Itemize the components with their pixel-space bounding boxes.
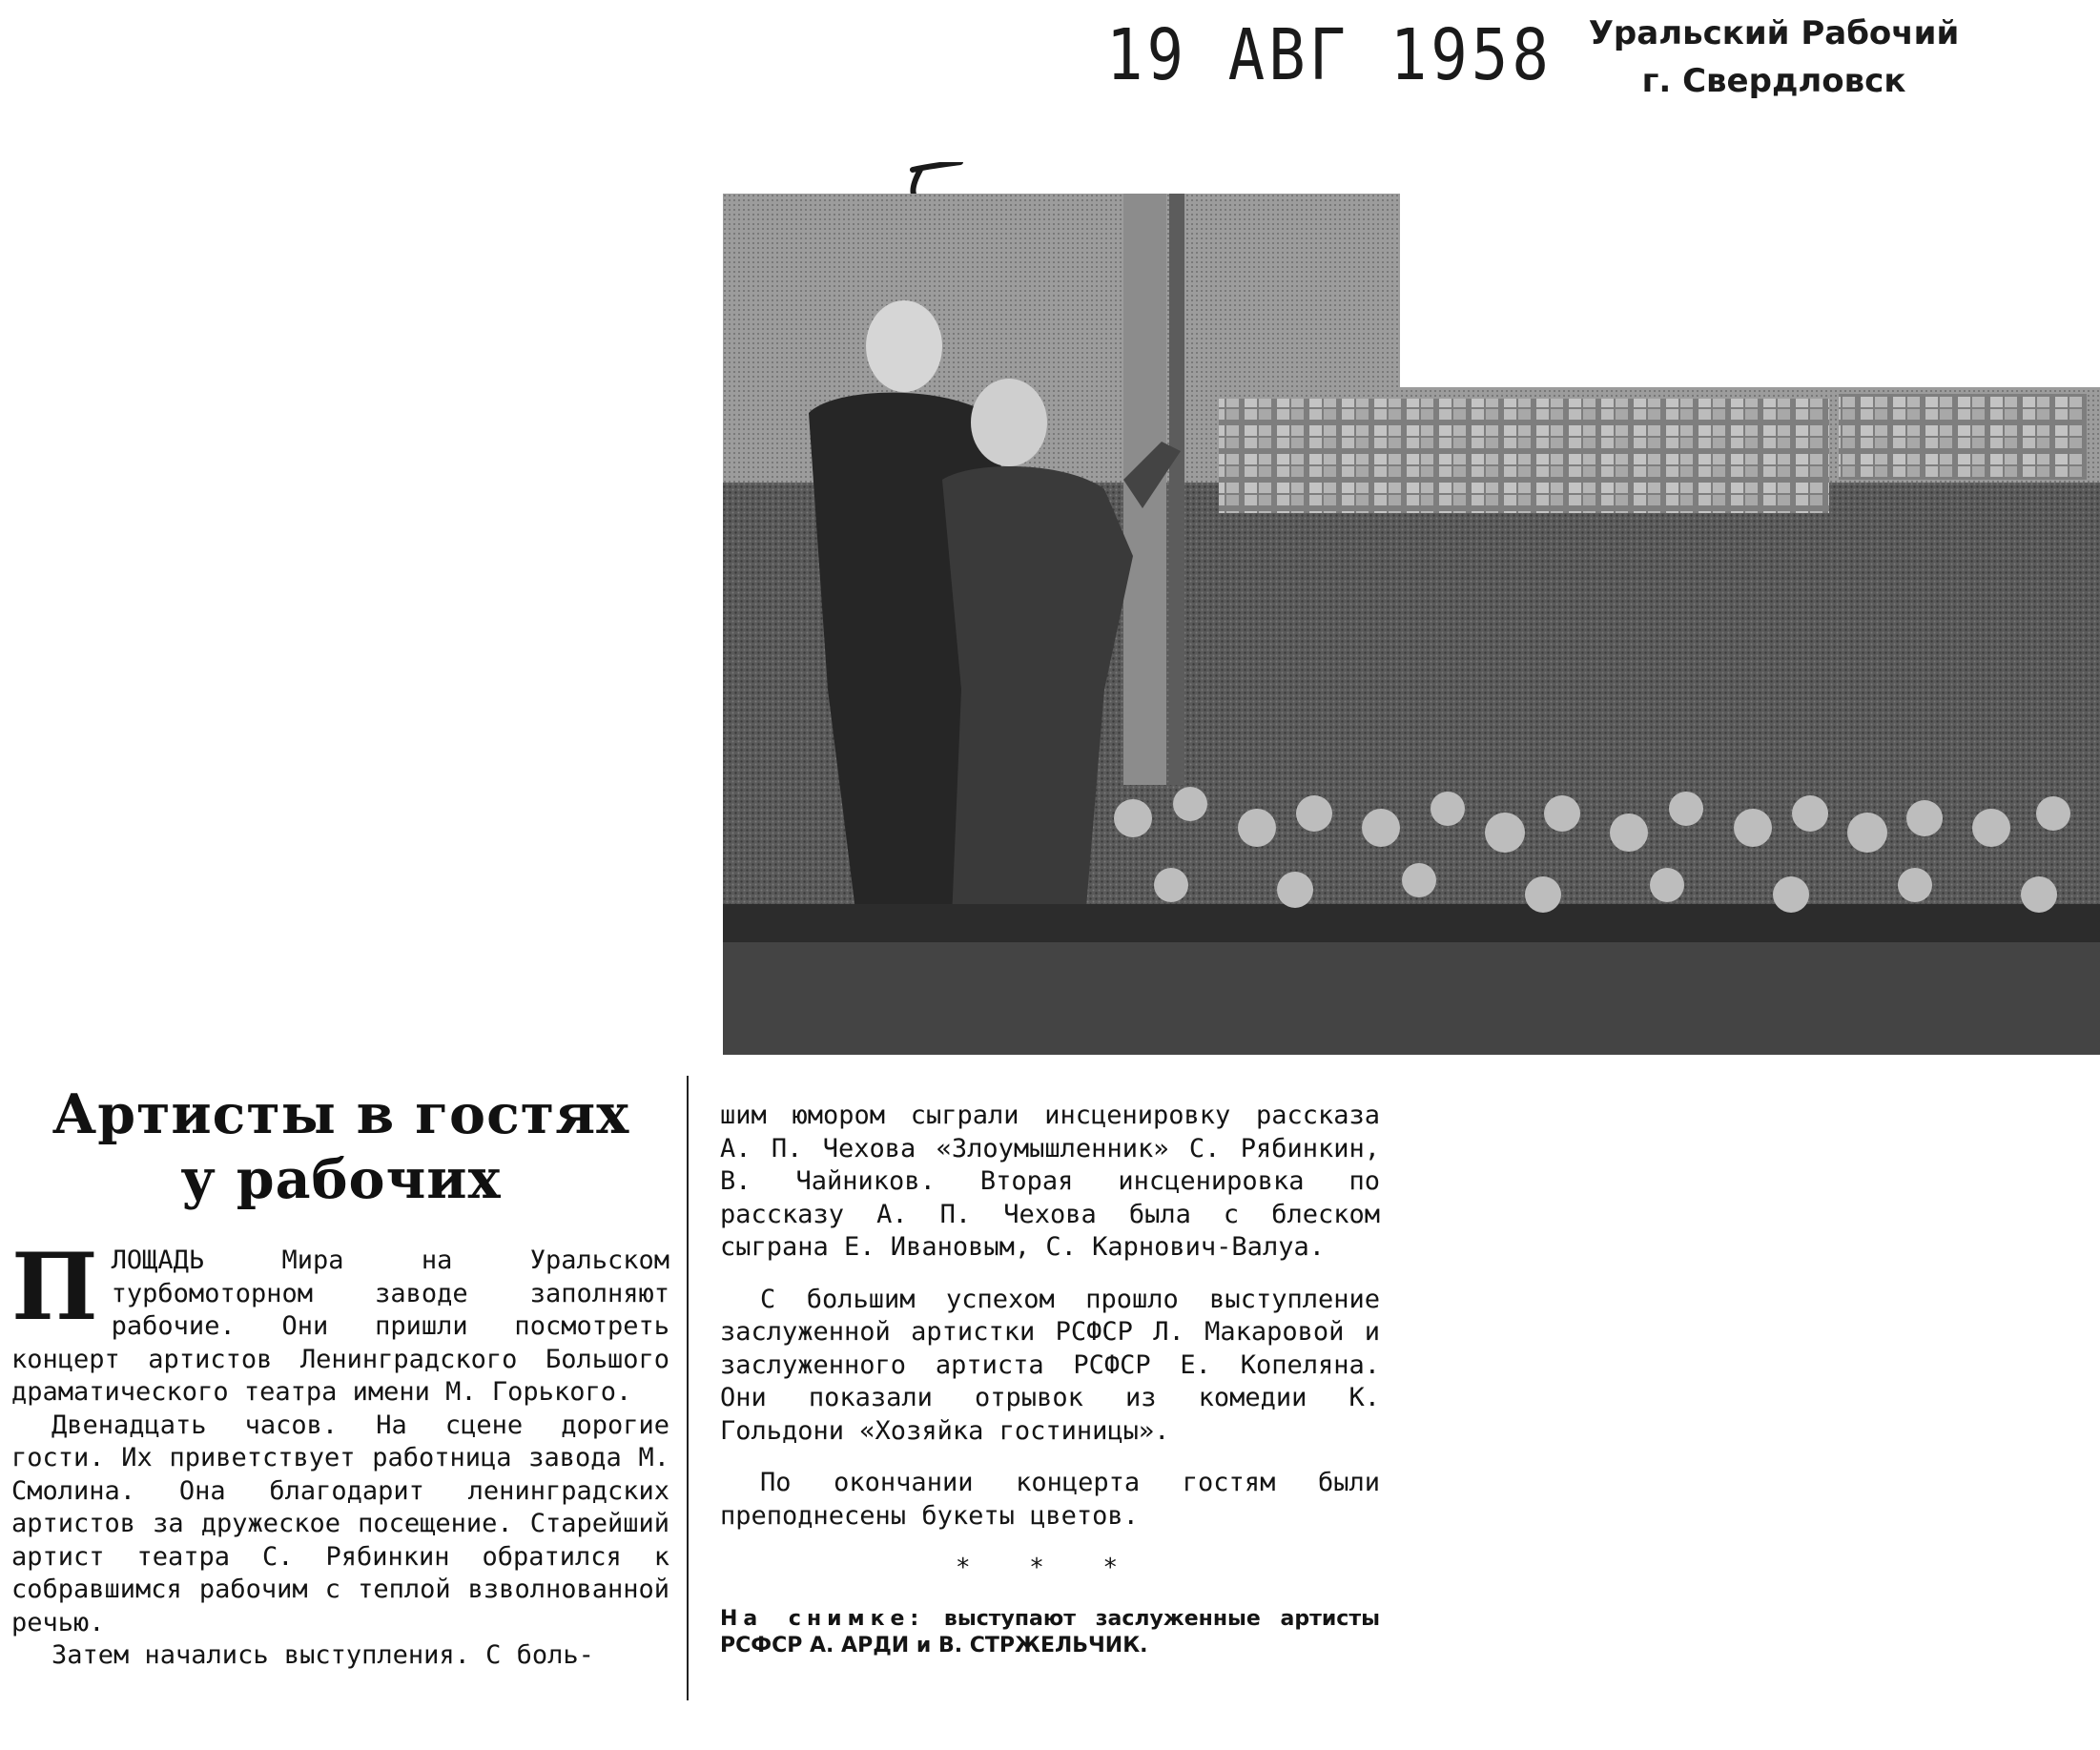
article-paragraph: ПЛОЩАДЬ Мира на Уральском турбомоторном заводе заполняют рабочие. Они пришли посмотреть концерт артистов Ленинградского Большого драматического театра имени М. Горького. — [11, 1233, 669, 1407]
article-paragraph: По окончании концерта гостям были преподнесены букеты цветов. — [720, 1468, 1380, 1531]
newspaper-city: г. Свердловск — [1641, 62, 1906, 100]
article-paragraph: Двенадцать часов. На сцене дорогие гости. Их приветствует работница завода М. Смолина. Она благодарит ленинградских артистов за дружеское посещение. Старейший артист театра С. Рябинкин обратился к собравшимся рабочим с теплой взволнованной речью. — [11, 1410, 669, 1637]
article-column-1 — [11, 1233, 669, 1673]
article-title-line1: Артисты в гостях — [51, 1082, 630, 1146]
photo-caption — [720, 1606, 1380, 1659]
article-title-line2: у рабочих — [180, 1147, 502, 1211]
date-stamp: 19 АВГ 1958 — [1106, 15, 1553, 97]
concert-photo — [723, 194, 2100, 1055]
article-paragraph: шим юмором сыграли инсценировку рассказа А. П. Чехова «Злоумышленник» С. Рябинкин, В. Чайников. Вторая инсценировка по рассказу А. П. Чехова была с блеском сыграна Е. Ивановым, С. Карнович-Валуа. — [720, 1101, 1380, 1262]
article-paragraph: Затем начались выступления. С боль- — [51, 1640, 594, 1670]
article-paragraph: С большим успехом прошло выступление заслуженной артистки РСФСР Л. Макаровой и заслуженного артиста РСФСР Е. Копеляна. Они показали отрывок из комедии К. Гольдони «Хозяйка гостиницы». — [720, 1284, 1380, 1446]
newspaper-name: Уральский Рабочий — [1588, 14, 1960, 52]
caption-text: выступают заслуженные артисты РСФСР А. АРДИ и В. СТРЖЕЛЬЧИК. — [720, 1606, 1380, 1657]
newspaper-stamp — [1564, 10, 1984, 105]
drop-cap: П — [11, 1233, 98, 1341]
article-title — [0, 1082, 682, 1212]
article-column-2 — [720, 1100, 1380, 1659]
column-divider — [687, 1076, 689, 1700]
separator-stars: * * * — [957, 1554, 1143, 1582]
caption-lead: На снимке: — [720, 1606, 925, 1631]
